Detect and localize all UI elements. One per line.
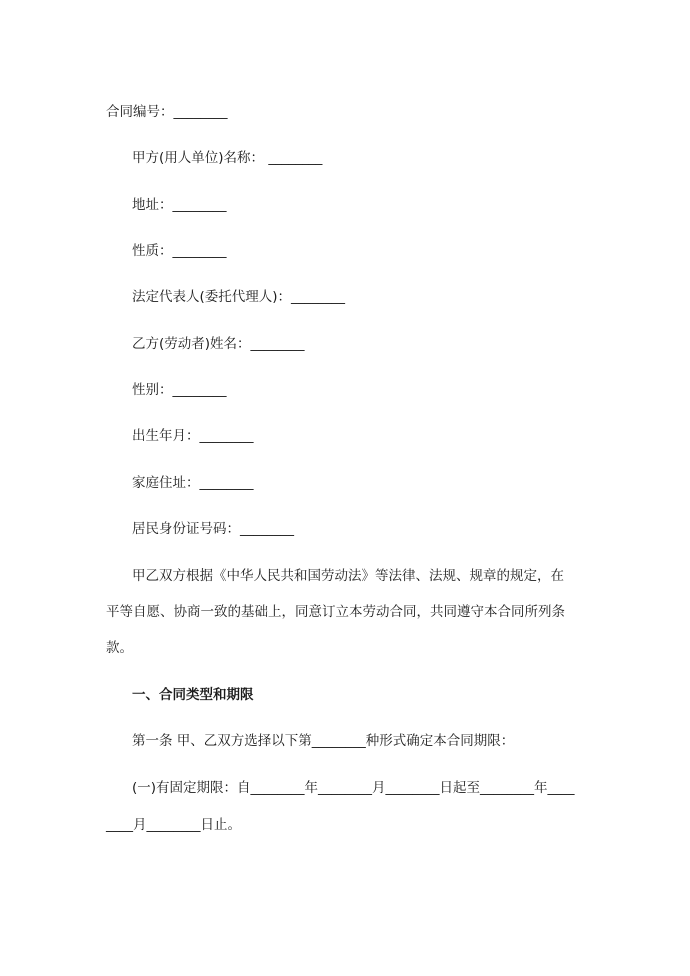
id-number-field: 居民身份证号码：________ <box>132 521 294 537</box>
intro-paragraph-line-2: 平等自愿、协商一致的基础上，同意订立本劳动合同，共同遵守本合同所列条 <box>106 604 565 620</box>
article-1: 第一条 甲、乙双方选择以下第________种形式确定本合同期限： <box>132 733 515 749</box>
party-b-name-field: 乙方(劳动者)姓名：________ <box>132 336 305 352</box>
fixed-term-line-1: (一)有固定期限：自________年________月________日起至________年____ <box>132 780 575 796</box>
legal-representative-field: 法定代表人(委托代理人)：________ <box>132 289 346 305</box>
fixed-term-line-2: ____月________日止。 <box>106 817 241 833</box>
birth-date-field: 出生年月：________ <box>132 428 254 444</box>
gender-field: 性别：________ <box>132 382 227 398</box>
intro-paragraph-line-1: 甲乙双方根据《中华人民共和国劳动法》等法律、法规、规章的规定，在 <box>132 568 564 584</box>
intro-paragraph-line-3: 款。 <box>106 640 133 656</box>
nature-field: 性质：________ <box>132 243 227 259</box>
home-address-field: 家庭住址：________ <box>132 475 254 491</box>
contract-number-field: 合同编号：________ <box>106 104 228 120</box>
party-a-name-field: 甲方(用人单位)名称： ________ <box>132 150 323 166</box>
address-field: 地址：________ <box>132 197 227 213</box>
section-heading: 一、合同类型和期限 <box>132 687 254 703</box>
